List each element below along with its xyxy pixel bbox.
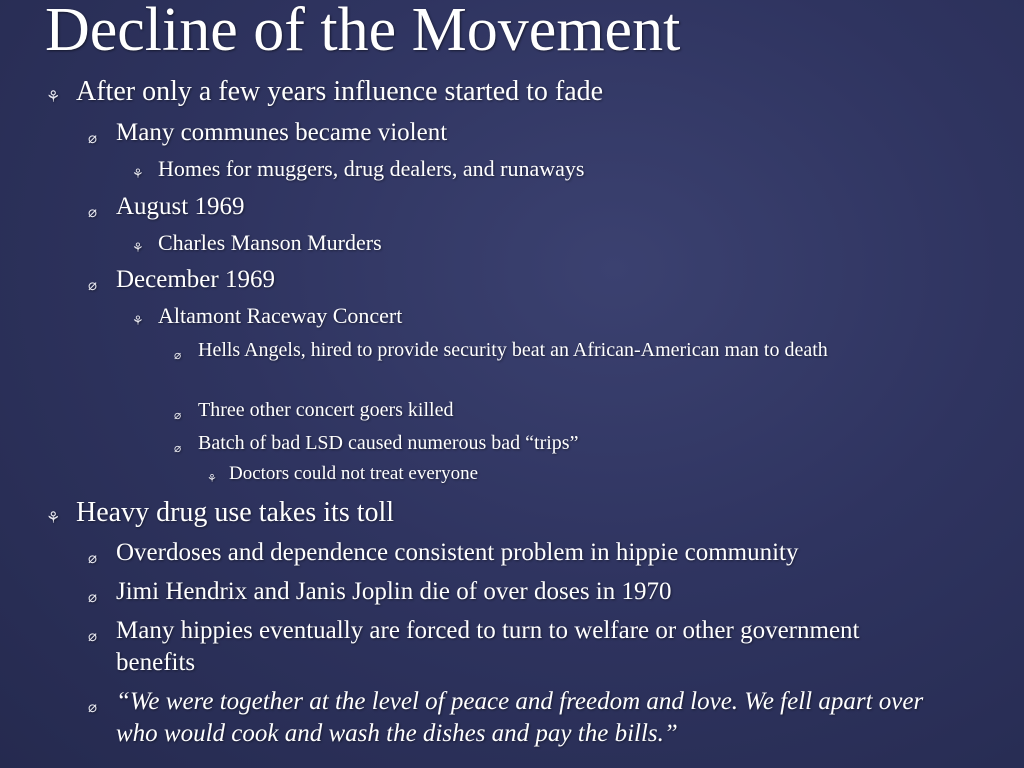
- bullet-text: Hells Angels, hired to provide security beat an African-American man to death: [198, 339, 828, 361]
- bullet-item: [174, 430, 968, 457]
- bullet-glyph-icon: ⌀: [88, 590, 98, 606]
- bullet-text: Doctors could not treat everyone: [229, 463, 479, 484]
- bullet-glyph-icon: ⚘: [132, 240, 144, 255]
- bullet-text: Overdoses and dependence consistent problem in hippie community: [116, 539, 799, 566]
- bullet-glyph-icon: ⌀: [174, 408, 182, 422]
- bullet-text: Altamont Raceway Concert: [158, 303, 403, 328]
- bullet-glyph-icon: ⚘: [132, 166, 144, 181]
- bullet-item: [88, 537, 986, 569]
- bullet-item: [88, 191, 976, 223]
- bullet-glyph-icon: ⌀: [88, 629, 98, 645]
- bullet-item: [88, 117, 976, 149]
- bullet-glyph-icon: ⚘: [207, 473, 217, 485]
- bullet-item: [174, 337, 968, 364]
- bullet-glyph-icon: ⚘: [46, 89, 61, 106]
- bullet-glyph-icon: ⌀: [174, 348, 182, 362]
- bullet-text: Three other concert goers killed: [198, 399, 454, 421]
- bullet-glyph-icon: ⌀: [174, 441, 182, 455]
- bullet-text: Heavy drug use takes its toll: [76, 497, 395, 528]
- bullet-text: Homes for muggers, drug dealers, and runaways: [158, 156, 585, 181]
- bullet-text: Charles Manson Murders: [158, 230, 382, 255]
- bullet-glyph-icon: ⚘: [46, 510, 61, 527]
- bullet-item: [88, 615, 916, 679]
- bullet-text: Many communes became violent: [116, 119, 448, 146]
- bullet-glyph-icon: ⌀: [88, 551, 98, 567]
- bullet-glyph-icon: ⌀: [88, 278, 98, 294]
- bullet-item: [132, 229, 978, 257]
- bullet-text: Jimi Hendrix and Janis Joplin die of over doses in 1970: [116, 578, 672, 605]
- bullet-glyph-icon: ⌀: [88, 700, 98, 716]
- bullet-text: Many hippies eventually are forced to turn to welfare or other government benefits: [116, 617, 860, 676]
- bullet-quote-text: “We were together at the level of peace and freedom and love. We fell apart over who would cook and wash the dishes and pay the bills.”: [116, 688, 924, 747]
- bullet-glyph-icon: ⚘: [132, 313, 144, 328]
- bullet-text: After only a few years influence started to fade: [76, 76, 604, 107]
- bullet-glyph-icon: ⌀: [88, 205, 98, 221]
- bullet-item: [174, 397, 968, 424]
- slide-title: Decline of the Movement: [45, 0, 681, 64]
- bullet-item: [46, 76, 976, 108]
- bullet-text: Batch of bad LSD caused numerous bad “trips”: [198, 432, 579, 454]
- bullet-item: [88, 576, 986, 608]
- bullet-glyph-icon: ⌀: [88, 131, 98, 147]
- bullet-text: December 1969: [116, 266, 275, 293]
- bullet-item: [88, 264, 976, 296]
- bullet-item: [132, 155, 978, 183]
- bullet-item: [88, 686, 946, 750]
- bullet-text: August 1969: [116, 193, 245, 220]
- bullet-item: [46, 497, 976, 529]
- bullet-item: [132, 302, 978, 330]
- bullet-item: [207, 461, 969, 487]
